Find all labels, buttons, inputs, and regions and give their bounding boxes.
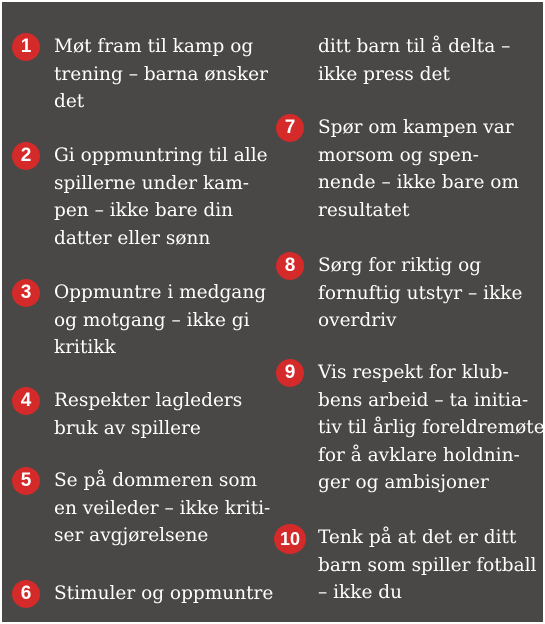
tip-4-text: Respekter lagleders bruk av spillere [54,390,243,439]
number-badge-2: 2 [12,142,40,170]
tip-6-continued-text: ditt barn til å delta – ikke press det [318,36,511,85]
number-badge-3: 3 [12,279,40,307]
tip-1-text: Møt fram til kamp og trening – barna ønsker det [54,36,268,112]
tip-5-text: Se på dommeren som en veileder – ikke kriti- ser avgjørelsene [54,470,271,546]
number-badge-8: 8 [276,252,304,280]
number-badge-7: 7 [276,114,304,142]
tip-9-text: Vis respekt for klub- bens arbeid – ta initia- tiv til årlig foreldremøte for å avklare holdnin- ger og ambisjoner [318,362,545,493]
tips-panel [2,2,543,622]
number-badge-5: 5 [12,467,40,495]
number-badge-1: 1 [12,33,40,61]
number-badge-6: 6 [12,580,40,608]
number-badge-4: 4 [12,387,40,415]
tip-2-text: Gi oppmuntring til alle spillerne under kam- pen – ikke bare din datter eller sønn [54,145,268,249]
tip-3-text: Oppmuntre i medgang og motgang – ikke gi kritikk [54,282,267,358]
number-badge-10: 10 [274,524,306,554]
tip-8-text: Sørg for riktig og fornuftig utstyr – ikke overdriv [318,255,523,331]
tip-7-text: Spør om kampen var morsom og spen- nende – ikke bare om resultatet [318,117,519,221]
tip-6-text: Stimuler og oppmuntre [54,583,274,604]
number-badge-9: 9 [276,359,304,387]
tip-10-text: Tenk på at det er ditt barn som spiller fotball – ikke du [318,527,537,603]
